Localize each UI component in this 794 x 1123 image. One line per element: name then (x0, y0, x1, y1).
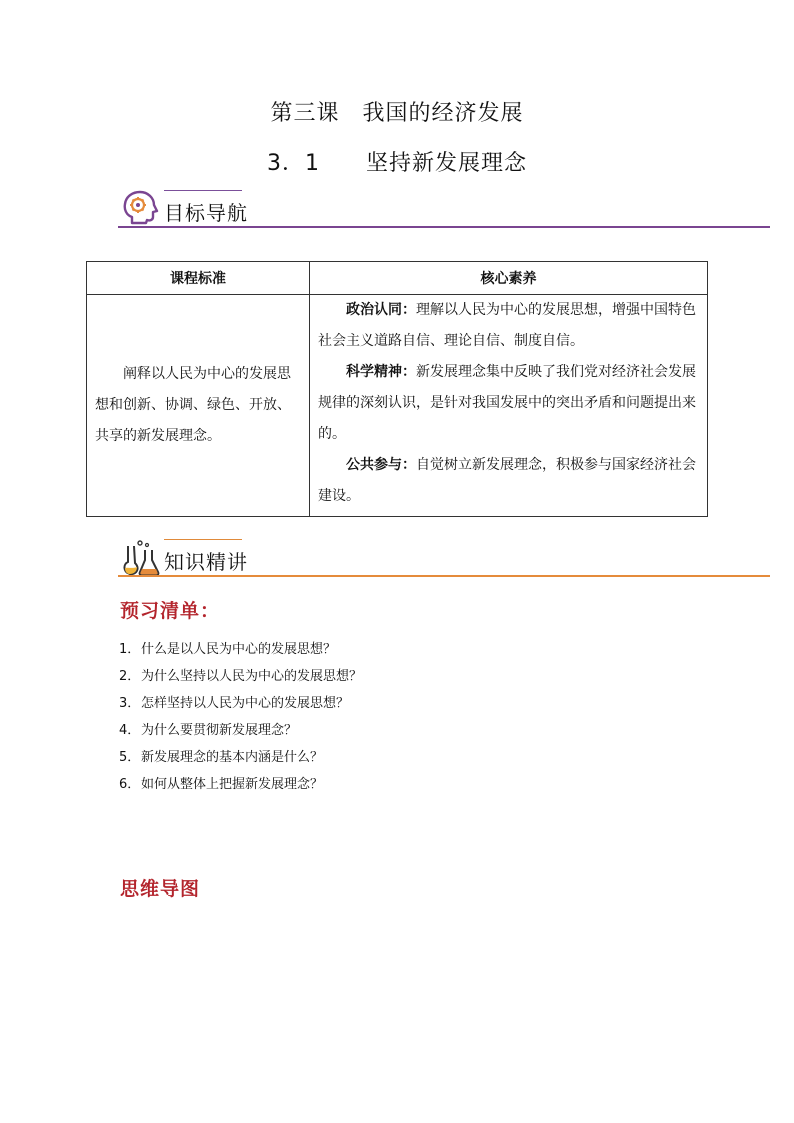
literacy-text: 自觉树立新发展理念，积极参与国家经济社会建设。 (318, 457, 696, 504)
goals-label: 目标导航 (164, 201, 248, 225)
literacy-item (318, 357, 699, 450)
table-header-row (87, 262, 708, 295)
literacy-key: 科学精神： (346, 364, 416, 380)
knowledge-accent-line (164, 539, 242, 540)
literacy-cell (310, 295, 708, 517)
question-text: 新发展理念的基本内涵是什么？ (141, 750, 324, 765)
question-number: 5． (119, 750, 141, 765)
question-text: 为什么坚持以人民为中心的发展思想？ (141, 669, 363, 684)
list-item (119, 636, 362, 663)
header-literacy: 核心素养 (310, 262, 708, 295)
preview-question-list (119, 636, 362, 798)
section-title: 3．1 坚持新发展理念 (267, 151, 527, 176)
brain-head-icon (120, 189, 160, 229)
question-number: 6． (119, 777, 141, 792)
question-text: 如何从整体上把握新发展理念？ (141, 777, 324, 792)
literacy-key: 政治认同： (346, 302, 416, 318)
list-item (119, 663, 362, 690)
knowledge-section-header (118, 538, 770, 584)
lesson-title: 第三课 我国的经济发展 (270, 101, 524, 126)
literacy-text: 理解以人民为中心的发展思想，增强中国特色社会主义道路自信、理论自信、制度自信。 (318, 302, 696, 349)
goals-section-header (118, 189, 770, 235)
knowledge-divider (118, 575, 770, 577)
list-item (119, 690, 362, 717)
question-number: 2． (119, 669, 141, 684)
knowledge-label: 知识精讲 (164, 550, 248, 574)
mindmap-title: 思维导图 (120, 878, 201, 900)
question-number: 3． (119, 696, 141, 711)
literacy-text: 新发展理念集中反映了我们党对经济社会发展规律的深刻认识，是针对我国发展中的突出矛盾和问题提出来的。 (318, 364, 696, 442)
standard-text: 阐释以人民为中心的发展思想和创新、协调、绿色、开放、共享的新发展理念。 (95, 366, 291, 444)
header-standard: 课程标准 (87, 262, 310, 295)
list-item (119, 744, 362, 771)
table-row (87, 295, 708, 517)
literacy-item (318, 450, 699, 512)
preview-title: 预习清单： (120, 600, 221, 622)
list-item (119, 717, 362, 744)
question-number: 1． (119, 642, 141, 657)
literacy-key: 公共参与： (346, 457, 416, 473)
question-number: 4． (119, 723, 141, 738)
question-text: 怎样坚持以人民为中心的发展思想？ (141, 696, 350, 711)
goals-divider (118, 226, 770, 228)
standards-table (86, 261, 708, 517)
question-text: 什么是以人民为中心的发展思想？ (141, 642, 337, 657)
literacy-item (318, 295, 699, 357)
goals-accent-line (164, 190, 242, 191)
standard-cell (87, 295, 310, 517)
question-text: 为什么要贯彻新发展理念？ (141, 723, 298, 738)
list-item (119, 771, 362, 798)
lab-flask-icon (120, 538, 160, 578)
